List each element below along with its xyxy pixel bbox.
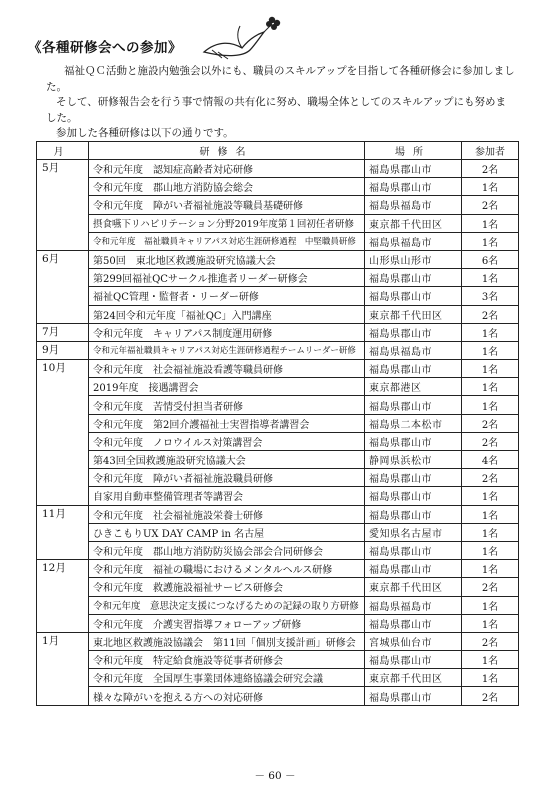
header-place: 場所 [365,142,462,160]
training-name-cell: 令和元年度 第2回介護福祉士実習指導者講習会 [89,414,365,432]
month-cell [37,414,89,432]
training-name-cell: 令和元年度 社会福祉施設栄養士研修 [89,505,365,523]
training-name-cell: 令和元年度 郡山地方消防防災協会部会合同研修会 [89,541,365,559]
training-name-cell: 第299回福祉QCサークル推進者リーダー研修会 [89,269,365,287]
count-cell: 2名 [462,687,519,705]
place-cell: 福島県郡山市 [365,505,462,523]
count-cell: 1名 [462,341,519,359]
training-name-cell: 令和元年度 キャリアパス制度運用研修 [89,323,365,341]
table-row [37,541,519,559]
place-cell: 福島県郡山市 [365,360,462,378]
count-cell: 6名 [462,250,519,268]
training-name-cell: 令和元年度 全国厚生事業団体連絡協議会研究会議 [89,669,365,687]
table-row [37,287,519,305]
table-row [37,323,519,341]
month-cell [37,214,89,232]
month-cell [37,487,89,505]
count-cell: 1名 [462,505,519,523]
count-cell: 2名 [462,414,519,432]
intro-paragraph: 参加した各種研修は以下の通りです。 [56,127,234,140]
month-cell [37,196,89,214]
place-cell: 東京都千代田区 [365,669,462,687]
page-number: － 60 － [254,770,296,782]
table-row [37,523,519,541]
table-row [37,687,519,705]
count-cell: 1名 [462,651,519,669]
place-cell: 福島県郡山市 [365,541,462,559]
month-cell: 10月 [37,360,89,378]
place-cell: 静岡県浜松市 [365,451,462,469]
place-cell: 福島県郡山市 [365,487,462,505]
count-cell: 1名 [462,378,519,396]
place-cell: 福島県福島市 [365,341,462,359]
table-row [37,250,519,268]
month-cell [37,451,89,469]
table-row [37,378,519,396]
month-cell [37,541,89,559]
count-cell: 1名 [462,232,519,250]
intro-paragraph: そして、研修報告会を行う事で情報の共有化に努め、職場全体としてのスキルアップにも努めました。 [46,96,507,124]
table-row [37,214,519,232]
table-row [37,469,519,487]
count-cell: 1名 [462,614,519,632]
month-cell [37,305,89,323]
count-cell: 1名 [462,669,519,687]
count-cell: 1名 [462,523,519,541]
count-cell: 1名 [462,323,519,341]
month-cell [37,432,89,450]
place-cell: 福島県郡山市 [365,432,462,450]
count-cell: 1名 [462,541,519,559]
count-cell: 1名 [462,178,519,196]
training-name-cell: 令和元年福祉職員キャリアパス対応生涯研修過程チームリーダー研修 [89,341,365,359]
training-name-cell: 福祉QC管理・監督者・リーダー研修 [89,287,365,305]
count-cell: 2名 [462,305,519,323]
month-cell [37,396,89,414]
table-row [37,196,519,214]
place-cell: 福島県郡山市 [365,560,462,578]
month-cell [37,614,89,632]
place-cell: 福島県郡山市 [365,469,462,487]
table-row [37,632,519,650]
place-cell: 山形県山形市 [365,250,462,268]
place-cell: 宮城県仙台市 [365,632,462,650]
table-header-row [37,142,519,160]
table-row [37,651,519,669]
month-cell [37,651,89,669]
training-name-cell: 令和元年度 福祉職員キャリアパス対応生涯研修過程 中堅職員研修 [89,232,365,250]
month-cell [37,232,89,250]
training-name-cell: 第43回全国救護施設研究協議大会 [89,451,365,469]
count-cell: 2名 [462,196,519,214]
place-cell: 福島県郡山市 [365,687,462,705]
month-cell: 12月 [37,560,89,578]
section-title: 《各種研修会への参加》 [28,40,182,56]
table-row [37,487,519,505]
table-row [37,432,519,450]
count-cell: 2名 [462,469,519,487]
header-count: 参加者 [462,142,519,160]
training-name-cell: 第24回令和元年度「福祉QC」入門講座 [89,305,365,323]
table-row [37,232,519,250]
intro-paragraph: 福祉ＱＣ活動と施設内勉強会以外にも、職員のスキルアップを目指して各種研修会に参加しました。 [46,65,515,93]
table-row [37,269,519,287]
training-name-cell: ひきこもりUX DAY CAMP in 名古屋 [89,523,365,541]
month-cell: 1月 [37,632,89,650]
place-cell: 福島県郡山市 [365,269,462,287]
count-cell: 1名 [462,214,519,232]
training-name-cell: 2019年度 接遇講習会 [89,378,365,396]
training-name-cell: 令和元年度 障がい者福祉施設等職員基礎研修 [89,196,365,214]
training-name-cell: 令和元年度 福祉の職場におけるメンタルヘルス研修 [89,560,365,578]
place-cell: 福島県郡山市 [365,160,462,178]
month-cell [37,469,89,487]
place-cell: 福島県郡山市 [365,178,462,196]
table-row [37,396,519,414]
table-row [37,560,519,578]
month-cell [37,687,89,705]
table-row [37,669,519,687]
month-cell [37,287,89,305]
training-name-cell: 令和元年度 認知症高齢者対応研修 [89,160,365,178]
month-cell: 7月 [37,323,89,341]
count-cell: 2名 [462,578,519,596]
count-cell: 2名 [462,160,519,178]
place-cell: 福島県郡山市 [365,651,462,669]
month-cell: 9月 [37,341,89,359]
place-cell: 福島県福島市 [365,196,462,214]
month-cell [37,269,89,287]
month-cell [37,378,89,396]
training-name-cell: 摂食嚥下リハビリテーション分野2019年度第１回初任者研修 [89,214,365,232]
table-row [37,178,519,196]
count-cell: 1名 [462,487,519,505]
training-name-cell: 令和元年度 介護実習指導フォローアップ研修 [89,614,365,632]
month-cell: 5月 [37,160,89,178]
month-cell [37,596,89,614]
place-cell: 福島県郡山市 [365,396,462,414]
training-name-cell: 令和元年度 意思決定支援につなげるための記録の取り方研修 [89,596,365,614]
training-name-cell: 東北地区救護施設協議会 第11回「個別支援計画」研修会 [89,632,365,650]
place-cell: 福島県福島市 [365,596,462,614]
table-row [37,414,519,432]
training-name-cell: 令和元年度 郡山地方消防協会総会 [89,178,365,196]
place-cell: 福島県郡山市 [365,287,462,305]
month-cell [37,523,89,541]
training-name-cell: 自家用自動車整備管理者等講習会 [89,487,365,505]
table-row [37,305,519,323]
table-row [37,341,519,359]
count-cell: 4名 [462,451,519,469]
count-cell: 2名 [462,632,519,650]
dove-with-clover-icon [198,12,284,68]
training-name-cell: 令和元年度 救護施設福祉サービス研修会 [89,578,365,596]
count-cell: 1名 [462,560,519,578]
table-row [37,451,519,469]
header-month: 月 [37,142,89,160]
month-cell [37,178,89,196]
month-cell: 6月 [37,250,89,268]
place-cell: 東京都千代田区 [365,305,462,323]
table-row [37,596,519,614]
training-name-cell: 令和元年度 苦情受付担当者研修 [89,396,365,414]
count-cell: 2名 [462,432,519,450]
table-row [37,505,519,523]
place-cell: 愛知県名古屋市 [365,523,462,541]
month-cell [37,578,89,596]
place-cell: 東京都港区 [365,378,462,396]
training-name-cell: 第50回 東北地区救護施設研究協議大会 [89,250,365,268]
place-cell: 福島県二本松市 [365,414,462,432]
table-row [37,360,519,378]
month-cell [37,669,89,687]
count-cell: 1名 [462,596,519,614]
header-training: 研修名 [89,142,365,160]
place-cell: 福島県郡山市 [365,614,462,632]
place-cell: 福島県福島市 [365,232,462,250]
training-name-cell: 令和元年度 障がい者福祉施設職員研修 [89,469,365,487]
table-row [37,614,519,632]
count-cell: 1名 [462,360,519,378]
count-cell: 1名 [462,269,519,287]
count-cell: 1名 [462,396,519,414]
training-name-cell: 令和元年度 社会福祉施設看護等職員研修 [89,360,365,378]
training-name-cell: 様々な障がいを抱える方への対応研修 [89,687,365,705]
place-cell: 東京都千代田区 [365,578,462,596]
training-table [36,141,519,706]
month-cell: 11月 [37,505,89,523]
training-name-cell: 令和元年度 特定給食施設等従事者研修会 [89,651,365,669]
table-row [37,160,519,178]
place-cell: 福島県郡山市 [365,323,462,341]
place-cell: 東京都千代田区 [365,214,462,232]
training-name-cell: 令和元年度 ノロウイルス対策講習会 [89,432,365,450]
intro-text [46,64,516,142]
count-cell: 3名 [462,287,519,305]
table-row [37,578,519,596]
